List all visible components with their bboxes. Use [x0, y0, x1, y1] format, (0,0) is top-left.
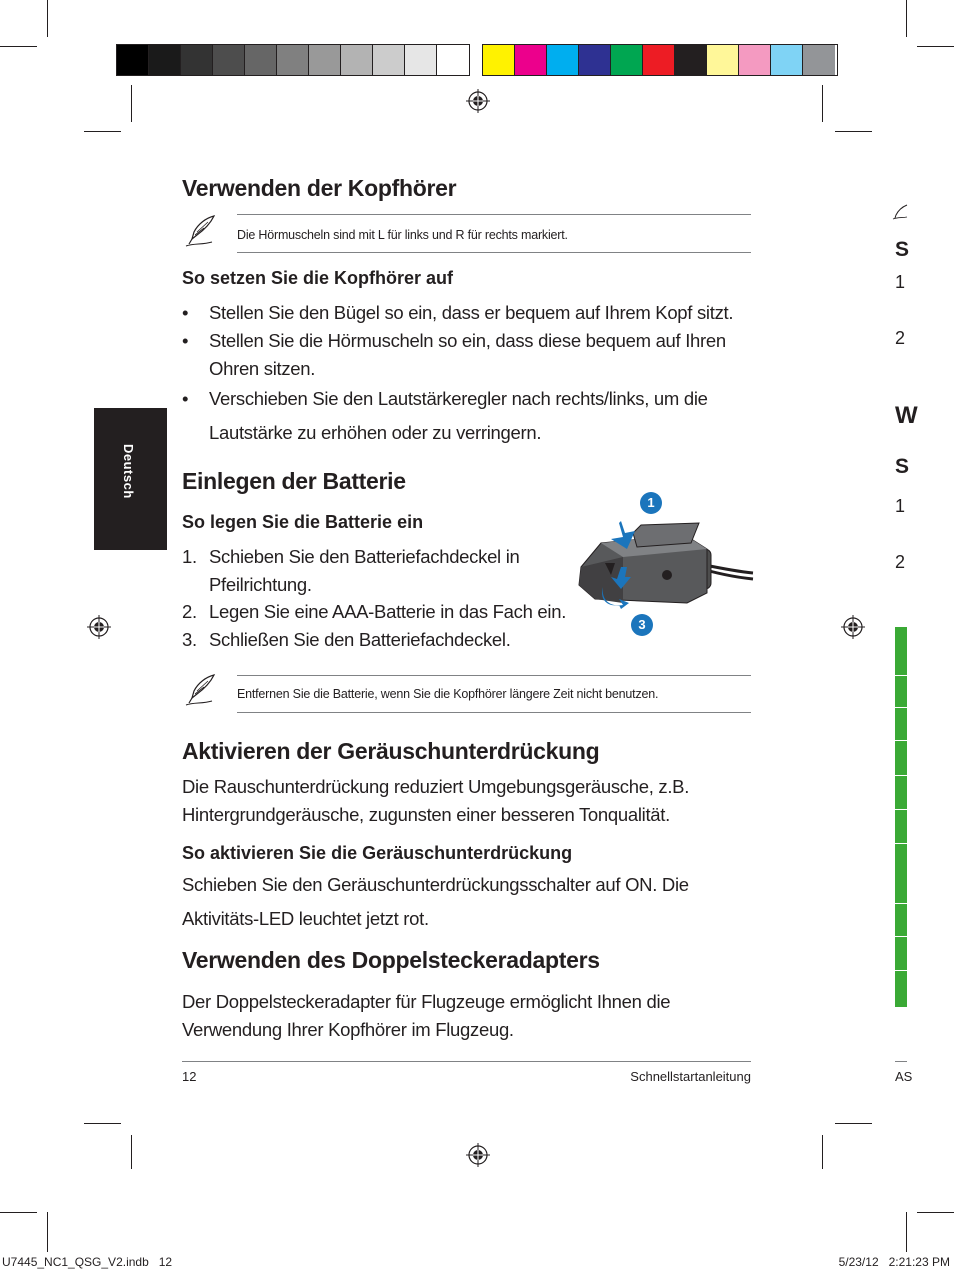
- crop-mark: [822, 85, 823, 122]
- crop-mark: [822, 1135, 823, 1169]
- note-text-earcups: Die Hörmuscheln sind mit L für links und R für rechts markiert.: [237, 228, 568, 242]
- crop-mark: [906, 1212, 907, 1252]
- color-swatch: [277, 45, 309, 75]
- footer-title: Schnellstartanleitung: [630, 1069, 751, 1084]
- color-swatch: [739, 45, 771, 75]
- note-pen-icon: [184, 214, 218, 248]
- crop-mark: [84, 131, 121, 132]
- language-tab: [94, 408, 167, 550]
- color-swatch: [483, 45, 515, 75]
- crop-mark: [917, 46, 954, 47]
- footer-rule: [182, 1061, 751, 1062]
- crop-mark: [917, 1212, 954, 1213]
- color-swatch: [181, 45, 213, 75]
- color-swatch: [213, 45, 245, 75]
- color-swatch: [149, 45, 181, 75]
- crop-mark: [0, 1212, 37, 1213]
- next-page-table-bar: [895, 627, 907, 1007]
- process-color-bar: [482, 44, 838, 76]
- subtitle-wear-headphones: So setzen Sie die Kopfhörer auf: [182, 268, 454, 288]
- figure-step-badge: 1: [640, 492, 662, 514]
- color-swatch: [707, 45, 739, 75]
- subtitle-activate-noise-cancelling: So aktivieren Sie die Geräuschunterdrückung: [182, 843, 573, 863]
- slug-filename: U7445_NC1_QSG_V2.indb 12: [2, 1255, 173, 1269]
- crop-mark: [47, 0, 48, 37]
- color-swatch: [405, 45, 437, 75]
- crop-mark: [835, 1123, 872, 1124]
- next-page-fragment: 2: [895, 328, 906, 348]
- crop-mark: [131, 85, 132, 122]
- noise-instruction-text: Schieben Sie den Geräuschunterdrückungsschalter auf ON. Die Aktivitäts-LED leuchtet jetzt rot.: [182, 874, 689, 929]
- crop-mark: [0, 46, 37, 47]
- battery-compartment-illustration: [575, 515, 753, 615]
- color-swatch: [309, 45, 341, 75]
- color-swatch: [643, 45, 675, 75]
- color-swatch: [771, 45, 803, 75]
- slug-datetime: 5/23/12 2:21:23 PM: [838, 1255, 950, 1269]
- color-swatch: [341, 45, 373, 75]
- section-title-battery: Einlegen der Batterie: [182, 468, 406, 494]
- note-rule-bottom: [237, 252, 751, 253]
- list-item: • Stellen Sie die Hörmuscheln so ein, dass diese bequem auf Ihren Ohren sitzen.: [182, 330, 726, 379]
- noise-intro-text: Die Rauschunterdrückung reduziert Umgebungsgeräusche, z.B. Hintergrundgeräusche, zugunsten einer besseren Tonqualität.: [182, 776, 690, 825]
- next-page-fragment: 1: [895, 496, 906, 516]
- note-rule-top: [237, 675, 751, 676]
- color-swatch: [675, 45, 707, 75]
- color-swatch: [611, 45, 643, 75]
- list-item: • Verschieben Sie den Lautstärkeregler nach rechts/links, um die Lautstärke zu erhöhen oder zu verringern.: [182, 388, 708, 443]
- color-swatch: [373, 45, 405, 75]
- color-swatch: [547, 45, 579, 75]
- crop-mark: [835, 131, 872, 132]
- note-pen-icon: [184, 673, 218, 707]
- next-page-fragment: 1: [895, 272, 906, 292]
- color-swatch: [803, 45, 835, 75]
- registration-mark-icon: [841, 615, 865, 639]
- adapter-text: Der Doppelsteckeradapter für Flugzeuge ermöglicht Ihnen die Verwendung Ihrer Kopfhörer im Flugzeug.: [182, 991, 671, 1040]
- list-item: • Stellen Sie den Bügel so ein, dass er bequem auf Ihrem Kopf sitzt.: [182, 302, 734, 323]
- note-text-battery: Entfernen Sie die Batterie, wenn Sie die Kopfhörer längere Zeit nicht benutzen.: [237, 687, 659, 701]
- section-title-noise-cancelling: Aktivieren der Geräuschunterdrückung: [182, 738, 600, 764]
- page-number: 12: [182, 1069, 197, 1084]
- grayscale-color-bar: [116, 44, 470, 76]
- language-tab-label: Deutsch: [121, 444, 136, 499]
- section-title-headphones: Verwenden der Kopfhörer: [182, 175, 457, 201]
- next-page-fragment: AS: [895, 1069, 913, 1084]
- crop-mark: [47, 1212, 48, 1252]
- registration-mark-icon: [87, 615, 111, 639]
- list-item: 2. Legen Sie eine AAA-Batterie in das Fach ein.: [182, 601, 567, 622]
- crop-mark: [84, 1123, 121, 1124]
- list-item: 1. Schieben Sie den Batteriefachdeckel in Pfeilrichtung.: [182, 546, 520, 595]
- color-swatch: [245, 45, 277, 75]
- registration-mark-icon: [466, 1143, 490, 1167]
- crop-mark: [906, 0, 907, 37]
- note-pen-icon: [893, 204, 907, 220]
- subtitle-insert-battery: So legen Sie die Batterie ein: [182, 512, 424, 532]
- figure-step-badge: 3: [631, 614, 653, 636]
- color-swatch: [515, 45, 547, 75]
- footer-rule: [895, 1061, 907, 1062]
- note-rule-bottom: [237, 712, 751, 713]
- crop-mark: [131, 1135, 132, 1169]
- next-page-fragment: S: [895, 455, 910, 478]
- color-swatch: [437, 45, 469, 75]
- section-title-adapter: Verwenden des Doppelsteckeradapters: [182, 947, 600, 973]
- note-rule-top: [237, 214, 751, 215]
- color-swatch: [117, 45, 149, 75]
- color-swatch: [579, 45, 611, 75]
- next-page-fragment: 2: [895, 552, 906, 572]
- registration-mark-icon: [466, 89, 490, 113]
- next-page-fragment: W: [895, 402, 918, 429]
- list-item: 3. Schließen Sie den Batteriefachdeckel.: [182, 629, 511, 650]
- next-page-fragment: S: [895, 238, 910, 261]
